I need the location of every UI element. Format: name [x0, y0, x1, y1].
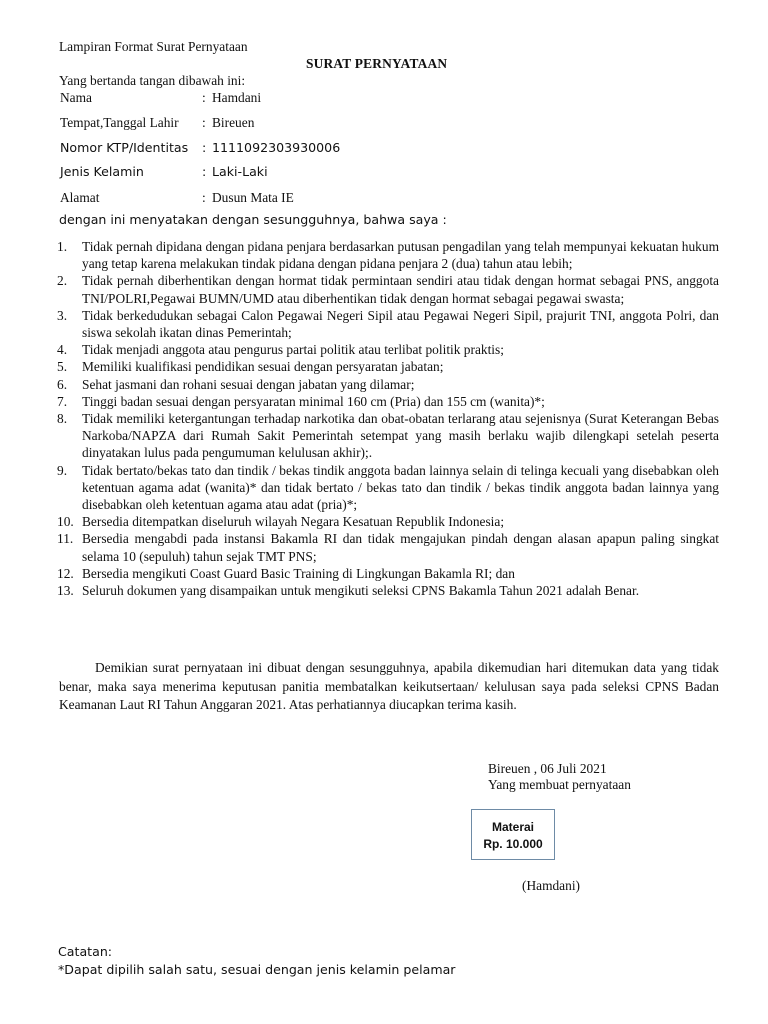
item-number: 2.: [57, 273, 68, 289]
list-item: [0, 462, 768, 514]
materai-stamp-box: [471, 809, 555, 860]
item-number: 11.: [57, 531, 74, 547]
field-label: Nomor KTP/Identitas: [60, 140, 189, 155]
field-value: Hamdani: [212, 90, 262, 105]
list-item: [0, 272, 768, 306]
declaration-intro: dengan ini menyatakan dengan sesungguhnya, bahwa saya :: [59, 212, 447, 227]
declaration-list: [0, 238, 768, 599]
list-item: [0, 530, 768, 564]
closing-paragraph: Demikian surat pernyataan ini dibuat dengan sesungguhnya, apabila dikemudian hari ditemukan data yang tidak benar, maka saya menerima keputusan panitia membatalkan keikutsertaan/ kelulusan saya pada seleksi CPNS Badan Keamanan Laut RI Tahun Anggaran 2021. Atas perhatiannya diucapkan terima kasih.: [59, 660, 719, 713]
list-item: [0, 410, 768, 462]
item-text: Sehat jasmani dan rohani sesuai dengan jabatan yang dilamar;: [82, 376, 415, 392]
field-separator: :: [202, 140, 207, 155]
list-item: [0, 393, 768, 410]
list-item: [0, 376, 768, 393]
list-item: [0, 238, 768, 272]
intro-text: Yang bertanda tangan dibawah ini:: [59, 73, 246, 88]
stamp-label: Materai: [491, 820, 535, 834]
document-title: SURAT PERNYATAAN: [306, 56, 448, 71]
item-text: Bersedia mengikuti Coast Guard Basic Training di Lingkungan Bakamla RI; dan: [82, 565, 515, 581]
item-number: 4.: [57, 342, 68, 358]
signature-place-date: Bireuen , 06 Juli 2021: [488, 761, 607, 776]
field-value: Laki-Laki: [212, 164, 268, 179]
field-separator: :: [202, 164, 207, 179]
field-separator: :: [202, 190, 206, 205]
item-text: Tidak berkedudukan sebagai Calon Pegawai Negeri Sipil atau Pegawai Negeri Sipil, prajurit TNI, anggota Polri, dan siswa sekolah ikatan dinas Pemerintah;: [82, 307, 719, 341]
list-item: [0, 341, 768, 358]
list-item: [0, 565, 768, 582]
item-number: 8.: [57, 411, 68, 427]
item-text: Tidak pernah diberhentikan dengan hormat tidak permintaan sendiri atau tidak dengan hormat sebagai PNS, anggota TNI/POLRI,Pegawai BUMN/UMD atau diberhentikan tidak dengan hormat sebagai pegawai swasta;: [82, 273, 719, 306]
item-number: 5.: [57, 359, 68, 375]
field-value: 1111092303930006: [212, 140, 341, 155]
item-number: 6.: [57, 376, 68, 392]
item-text: Tidak menjadi anggota atau pengurus partai politik atau terlibat politik praktis;: [82, 342, 504, 358]
item-text: Tinggi badan sesuai dengan persyaratan minimal 160 cm (Pria) dan 155 cm (wanita)*;: [82, 393, 545, 409]
field-separator: :: [202, 115, 206, 130]
list-item: [0, 307, 768, 341]
item-number: 12.: [57, 565, 74, 581]
notes-text: *Dapat dipilih salah satu, sesuai dengan jenis kelamin pelamar: [58, 962, 456, 977]
list-item: [0, 513, 768, 530]
item-text: Bersedia ditempatkan diseluruh wilayah Negara Kesatuan Republik Indonesia;: [82, 514, 505, 530]
field-value: Dusun Mata IE: [212, 190, 294, 205]
notes-heading: Catatan:: [58, 944, 113, 959]
stamp-value: Rp. 10.000: [483, 837, 543, 851]
signer-name: (Hamdani): [522, 878, 581, 893]
item-number: 9.: [57, 462, 68, 478]
field-label: Tempat,Tanggal Lahir: [60, 115, 179, 130]
item-number: 13.: [57, 583, 74, 599]
field-label: Nama: [60, 90, 92, 105]
list-item: [0, 358, 768, 375]
field-separator: :: [202, 90, 206, 105]
item-text: Memiliki kualifikasi pendidikan sesuai dengan persyaratan jabatan;: [82, 359, 444, 375]
item-number: 1.: [57, 239, 68, 254]
item-text: Bersedia mengabdi pada instansi Bakamla RI dan tidak mengajukan pindah dengan alasan apapun paling singkat selama 10 (sepuluh) tahun sejak TMT PNS;: [82, 531, 719, 564]
item-text: Seluruh dokumen yang disampaikan untuk mengikuti seleksi CPNS Bakamla Tahun 2021 adalah Benar.: [82, 583, 640, 599]
list-item: [0, 582, 768, 599]
item-number: 3.: [57, 307, 68, 323]
field-label: Alamat: [60, 190, 100, 205]
signature-role: Yang membuat pernyataan: [488, 777, 631, 792]
item-text: Tidak bertato/bekas tato dan tindik / bekas tindik anggota badan lainnya selain di telinga kecuali yang disebabkan oleh ketentuan agama adat (wanita)* dan tidak bertato / bekas tato dan tindik / bekas tindik anggota badan lainnya yang disebabkan oleh ketentuan agama atau adat (pria)*;: [82, 462, 719, 513]
item-number: 10.: [57, 514, 74, 530]
item-text: Tidak pernah dipidana dengan pidana penjara berdasarkan putusan pengadilan yang telah mempunyai kekuatan hukum yang tetap karena melakukan tindak pidana dengan pidana penjara 2 (dua) tahun atau lebih;: [82, 239, 719, 272]
attachment-label: Lampiran Format Surat Pernyataan: [59, 39, 248, 54]
item-number: 7.: [57, 393, 68, 409]
item-text: Tidak memiliki ketergantungan terhadap narkotika dan obat-obatan terlarang atau sejenisnya (Surat Keterangan Bebas Narkoba/NAPZA dari Rumah Sakit Pemerintah setempat yang masih berlaku wajib dilengkapi setelah peserta dinyatakan lulus pada pengumuman kelulusan akhir);.: [82, 411, 719, 461]
field-label: Jenis Kelamin: [60, 164, 144, 179]
field-value: Bireuen: [212, 115, 255, 130]
